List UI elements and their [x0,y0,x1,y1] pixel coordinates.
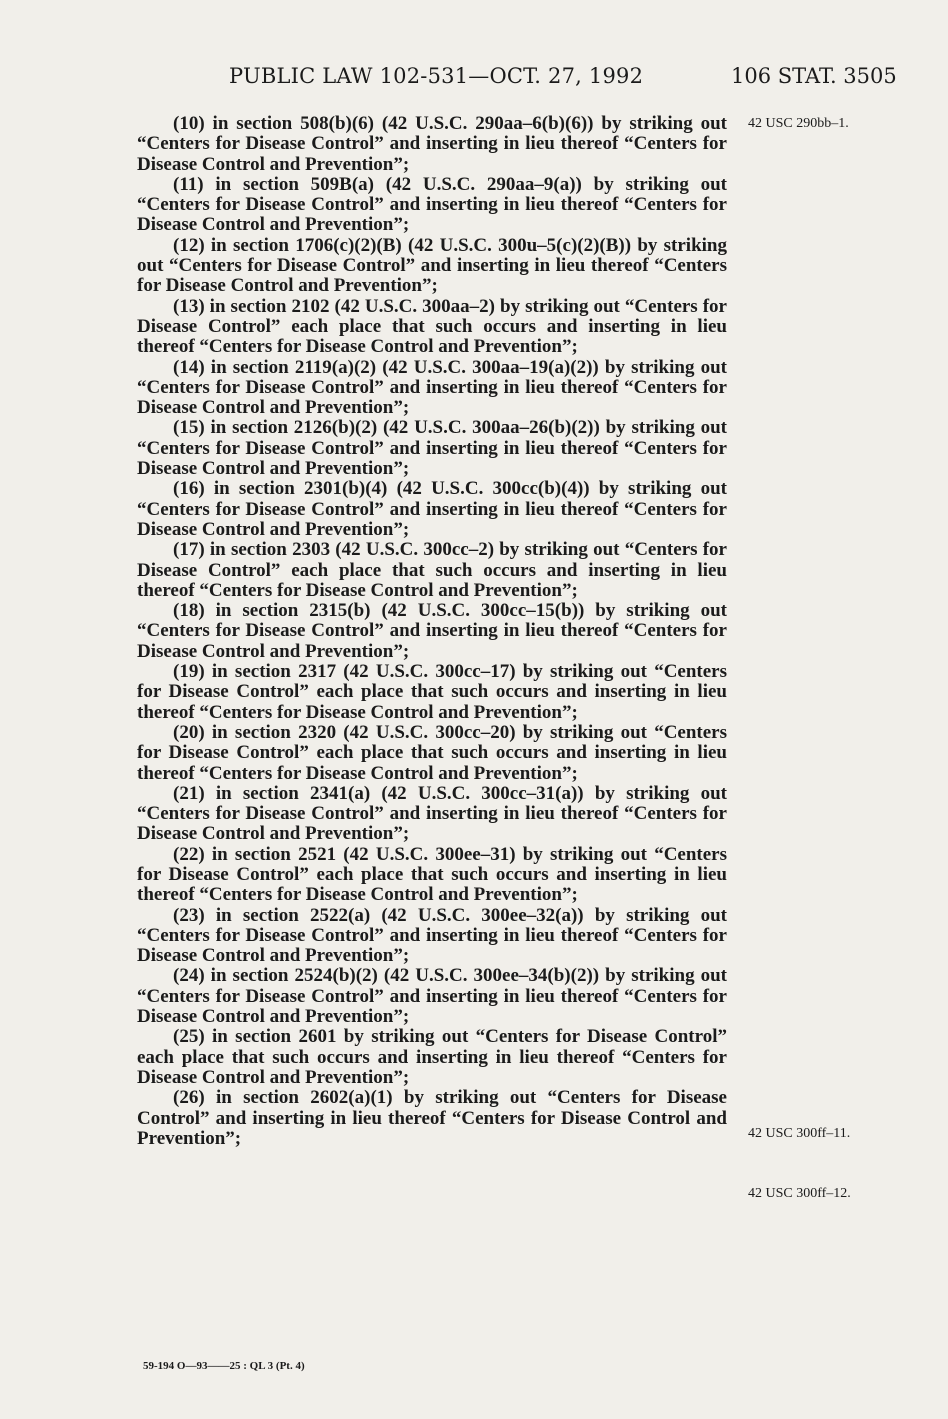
amendment-paragraph: (17) in section 2303 (42 U.S.C. 300cc–2) by striking out “Centers for Disease Control” each place that such occurs and inserting in lieu thereof “Centers for Disease Control and Prevention”; [137,539,727,601]
amendment-paragraph: (22) in section 2521 (42 U.S.C. 300ee–31) by striking out “Centers for Disease Control” each place that such occurs and inserting in lieu thereof “Centers for Disease Control and Prevention”; [137,843,727,906]
body-text [137,114,727,1149]
amendment-paragraph: (25) in section 2601 by striking out “Centers for Disease Control” each place that such occurs and inserting in lieu thereof “Centers for Disease Control and Prevention”; [137,1026,727,1088]
amendment-paragraph: (23) in section 2522(a) (42 U.S.C. 300ee–32(a)) by striking out “Centers for Disease Control” and inserting in lieu thereof “Centers for Disease Control and Prevention”; [137,904,727,967]
amendment-paragraph: (21) in section 2341(a) (42 U.S.C. 300cc–31(a)) by striking out “Centers for Disease Control” and inserting in lieu thereof “Centers for Disease Control and Prevention”; [137,782,727,845]
amendment-paragraph: (26) in section 2602(a)(1) by striking out “Centers for Disease Control” and inserting in lieu thereof “Centers for Disease Control and Prevention”; [137,1087,727,1149]
amendment-paragraph: (20) in section 2320 (42 U.S.C. 300cc–20) by striking out “Centers for Disease Control” each place that such occurs and inserting in lieu thereof “Centers for Disease Control and Prevention”; [137,721,727,784]
amendment-paragraph: (24) in section 2524(b)(2) (42 U.S.C. 300ee–34(b)(2)) by striking out “Centers for Disease Control” and inserting in lieu thereof “Centers for Disease Control and Prevention”; [137,965,727,1028]
margin-note-citation: 42 USC 300ff–11. [748,1126,851,1141]
amendment-paragraph: (15) in section 2126(b)(2) (42 U.S.C. 300aa–26(b)(2)) by striking out “Centers for Disease Control” and inserting in lieu thereof “Centers for Disease Control and Prevention”; [137,417,727,480]
margin-note-citation: 42 USC 290bb–1. [748,116,849,131]
page-number: 106 STAT. 3505 [731,64,897,88]
amendment-paragraph: (11) in section 509B(a) (42 U.S.C. 290aa–9(a)) by striking out “Centers for Disease Control” and inserting in lieu thereof “Centers for Disease Control and Prevention”; [137,173,727,236]
running-head: PUBLIC LAW 102-531—OCT. 27, 1992 [229,64,644,88]
amendment-paragraph: (10) in section 508(b)(6) (42 U.S.C. 290aa–6(b)(6)) by striking out “Centers for Disease Control” and inserting in lieu thereof “Centers for Disease Control and Prevention”; [137,113,727,175]
amendment-paragraph: (13) in section 2102 (42 U.S.C. 300aa–2) by striking out “Centers for Disease Control” each place that such occurs and inserting in lieu thereof “Centers for Disease Control and Prevention”; [137,295,727,358]
print-code-footer: 59-194 O—93——25 : QL 3 (Pt. 4) [143,1360,305,1372]
margin-note-citation: 42 USC 300ff–12. [748,1186,851,1201]
amendment-paragraph: (19) in section 2317 (42 U.S.C. 300cc–17) by striking out “Centers for Disease Control” each place that such occurs and inserting in lieu thereof “Centers for Disease Control and Prevention”; [137,661,727,723]
amendment-paragraph: (16) in section 2301(b)(4) (42 U.S.C. 300cc(b)(4)) by striking out “Centers for Disease Control” and inserting in lieu thereof “Centers for Disease Control and Prevention”; [137,478,727,540]
amendment-paragraph: (18) in section 2315(b) (42 U.S.C. 300cc–15(b)) by striking out “Centers for Disease Control” and inserting in lieu thereof “Centers for Disease Control and Prevention”; [137,600,727,662]
amendment-paragraph: (12) in section 1706(c)(2)(B) (42 U.S.C. 300u–5(c)(2)(B)) by striking out “Centers for Disease Control” and inserting in lieu thereof “Centers for Disease Control and Prevention”; [137,234,727,297]
amendment-paragraph: (14) in section 2119(a)(2) (42 U.S.C. 300aa–19(a)(2)) by striking out “Centers for Disease Control” and inserting in lieu thereof “Centers for Disease Control and Prevention”; [137,356,727,419]
